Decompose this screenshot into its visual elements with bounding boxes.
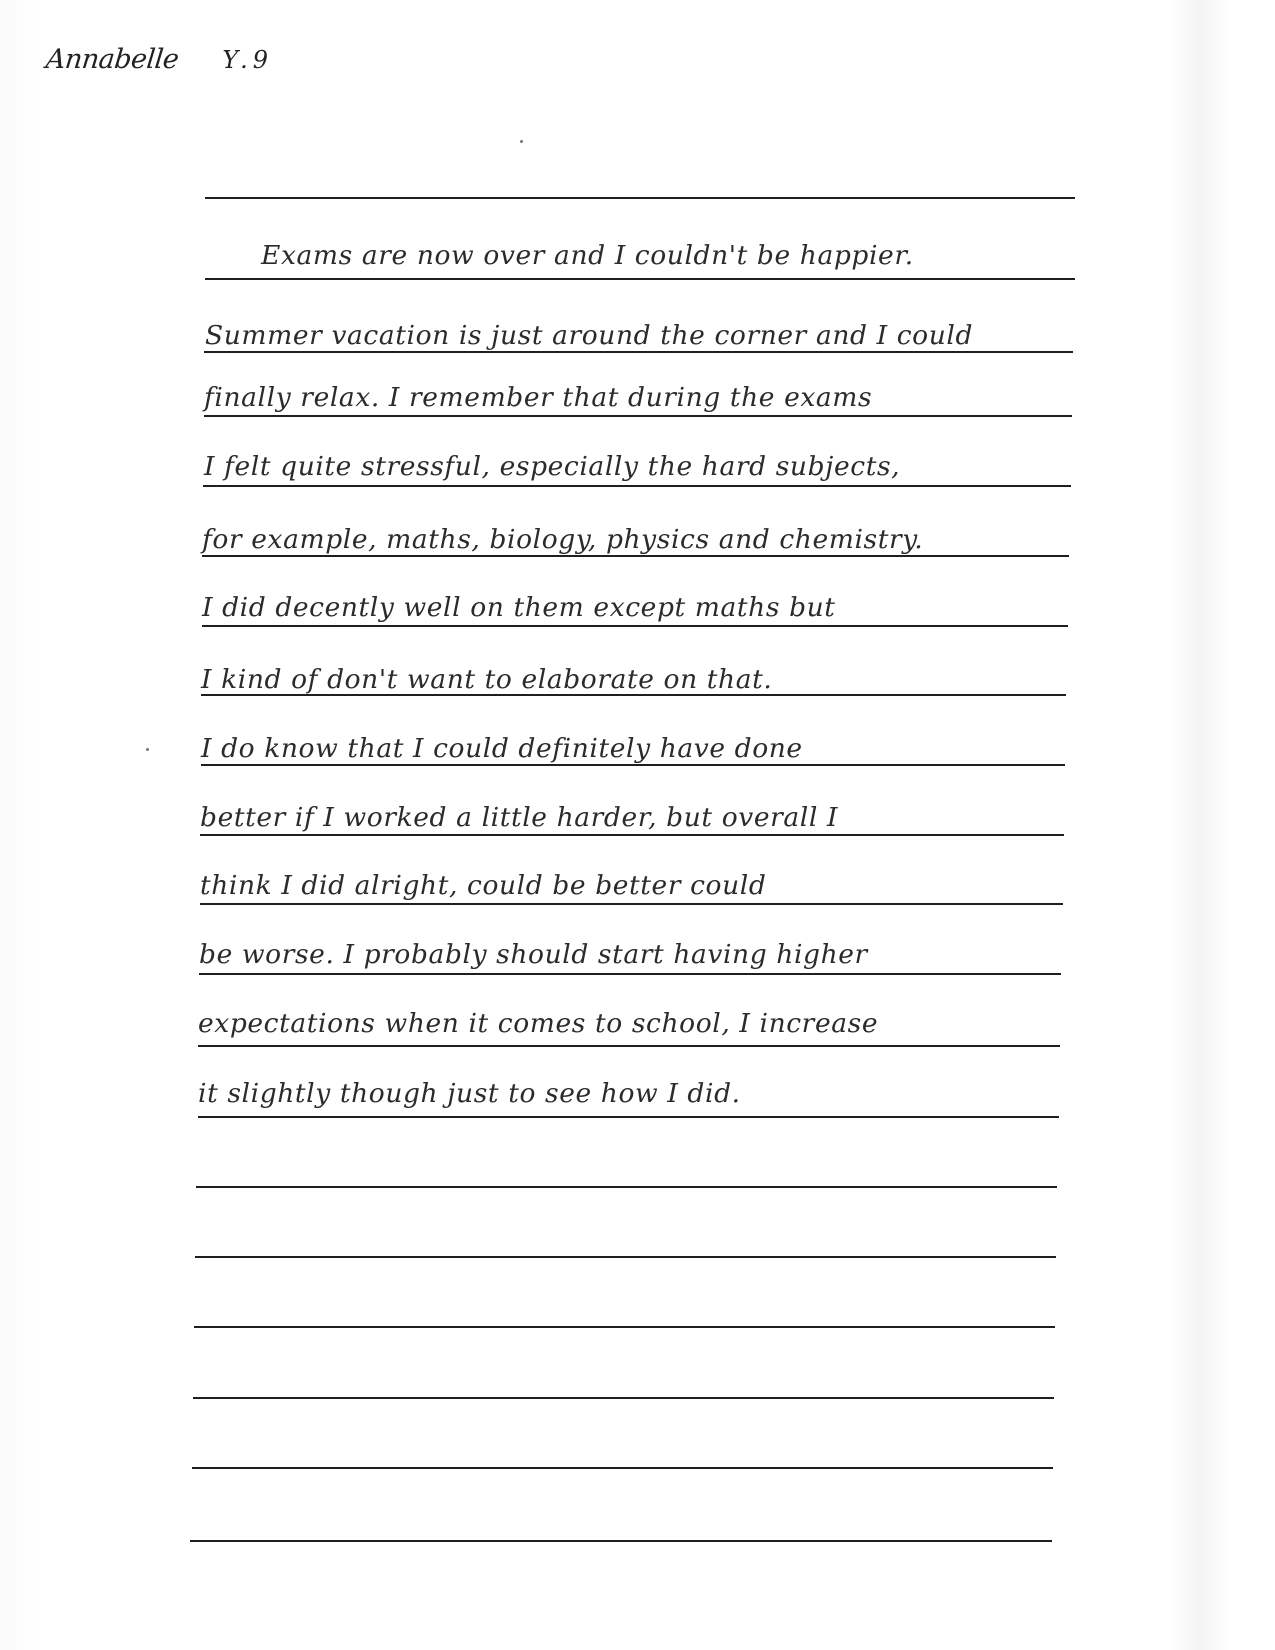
essay-line-12: expectations when it comes to school, I increase — [198, 1008, 879, 1039]
essay-line-3: finally relax. I remember that during the exams — [204, 382, 873, 413]
ruled-line — [201, 694, 1066, 696]
essay-line-11: be worse. I probably should start having higher — [199, 939, 868, 970]
essay-line-9: better if I worked a little harder, but overall I — [200, 802, 839, 833]
essay-line-1 — [205, 240, 914, 271]
ruled-line — [198, 1116, 1059, 1118]
ruled-line — [204, 415, 1072, 417]
ruled-line — [190, 1540, 1052, 1542]
ruled-line — [202, 625, 1068, 627]
ruled-line — [205, 197, 1075, 199]
essay-line-7: I kind of don't want to elaborate on that. — [201, 664, 773, 695]
ruled-line — [204, 351, 1073, 353]
ruled-line — [200, 834, 1064, 836]
ruled-line — [192, 1467, 1053, 1469]
ruled-line — [196, 1186, 1057, 1188]
ruled-line — [199, 973, 1061, 975]
essay-line-4: I felt quite stressful, especially the hard subjects, — [204, 451, 901, 482]
scan-speck — [146, 748, 149, 751]
ruled-line — [200, 903, 1063, 905]
student-name: Annabelle — [44, 44, 181, 75]
scan-speck — [520, 140, 523, 143]
ruled-line — [203, 485, 1071, 487]
year-group: Y.9 — [222, 46, 274, 74]
essay-line-10: think I did alright, could be better could — [200, 870, 767, 901]
essay-line-1-text: Exams are now over and I couldn't be happier. — [261, 240, 914, 271]
ruled-line — [195, 1256, 1056, 1258]
ruled-line — [198, 1045, 1060, 1047]
ruled-line — [205, 278, 1075, 280]
essay-line-8: I do know that I could definitely have done — [201, 733, 803, 764]
essay-line-6: I did decently well on them except maths but — [202, 592, 836, 623]
essay-line-13: it slightly though just to see how I did. — [198, 1078, 741, 1109]
essay-line-5: for example, maths, biology, physics and chemistry. — [202, 524, 924, 555]
ruled-line — [194, 1326, 1055, 1328]
page-header — [46, 44, 273, 84]
ruled-line — [201, 764, 1065, 766]
ruled-line — [202, 555, 1069, 557]
essay-line-2: Summer vacation is just around the corner and I could — [205, 320, 974, 351]
ruled-line — [193, 1397, 1054, 1399]
